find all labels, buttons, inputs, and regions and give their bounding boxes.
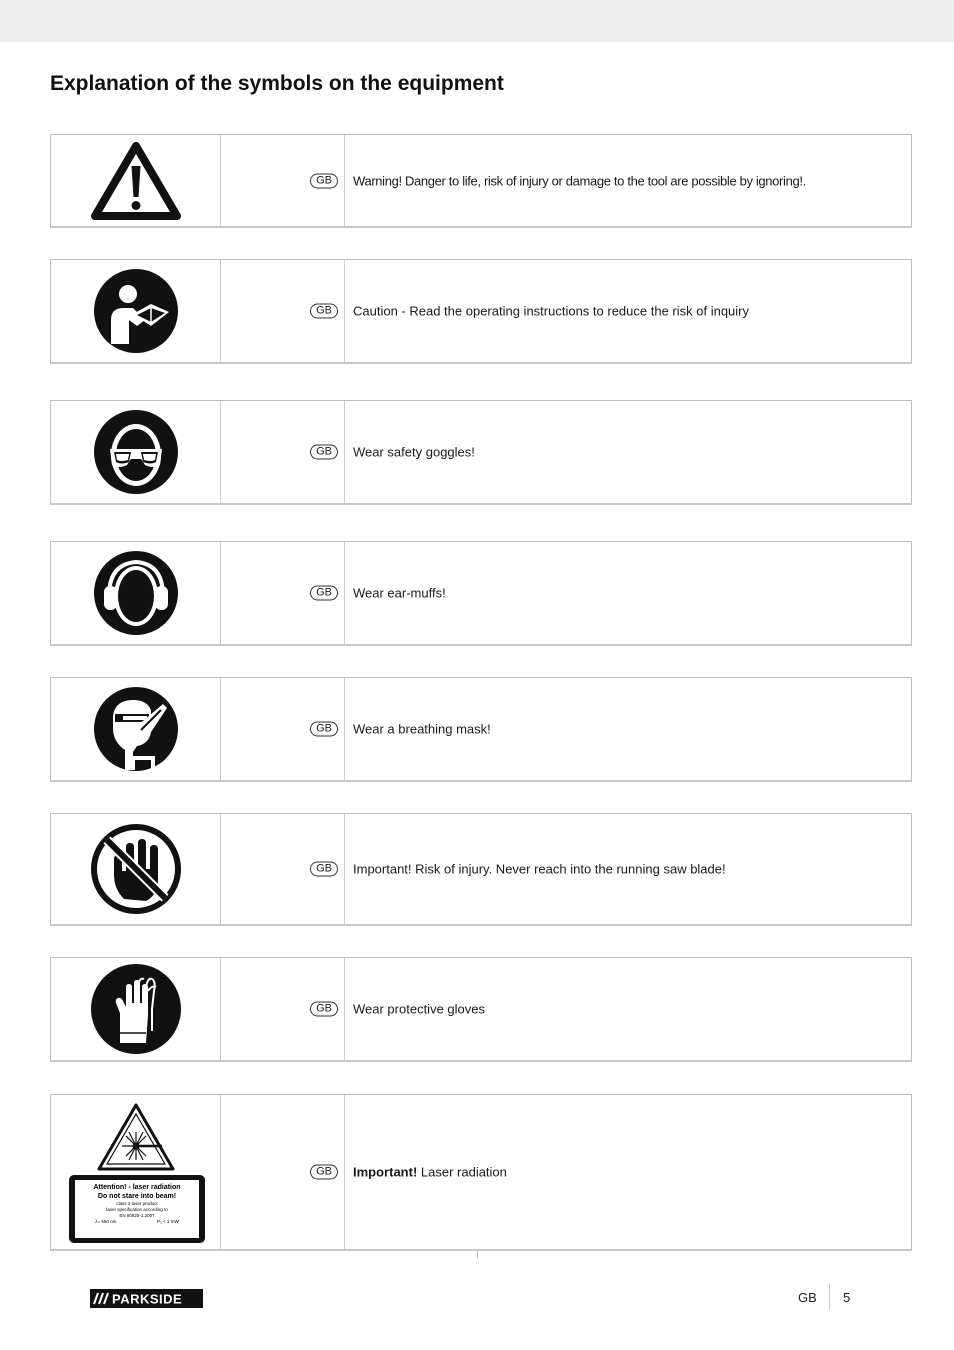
- symbol-icon-cell: [51, 958, 221, 1060]
- page-title: Explanation of the symbols on the equipment: [50, 72, 504, 95]
- breathing-mask-icon: [93, 686, 179, 772]
- symbol-description: [353, 1165, 507, 1180]
- symbol-row-goggles: [50, 400, 912, 505]
- symbol-description: Warning! Danger to life, risk of injury or damage to the tool are possible by ignoring!.: [353, 173, 806, 188]
- parkside-logo: [90, 1289, 203, 1308]
- no-hand-icon: [90, 823, 182, 915]
- read-manual-icon: [93, 268, 179, 354]
- symbol-icon-cell: [51, 401, 221, 503]
- laser-warning-icon: [96, 1102, 176, 1172]
- footer-language: GB: [798, 1290, 817, 1305]
- protective-gloves-icon: [90, 963, 182, 1055]
- laser-label-line5: EN 60825-1:2007: [119, 1213, 155, 1218]
- laser-power: P₀ < 1 mW: [156, 1219, 179, 1224]
- ear-muffs-icon: [93, 550, 179, 636]
- symbol-description-emphasis: Important!: [353, 1164, 418, 1180]
- gb-badge: GB: [310, 445, 338, 460]
- lang-badge-cell: [221, 542, 345, 644]
- gb-badge: GB: [310, 1002, 338, 1017]
- laser-label-line2: Do not stare into beam!: [97, 1193, 177, 1200]
- lang-badge-cell: [221, 678, 345, 780]
- parkside-logo-text: PARKSIDE: [112, 1291, 183, 1307]
- lang-badge-cell: [221, 1095, 345, 1249]
- symbol-text-cell: [345, 542, 911, 644]
- symbol-row-gloves: [50, 957, 912, 1062]
- symbol-icon-cell: [51, 542, 221, 644]
- top-band: [0, 0, 954, 42]
- gb-badge: GB: [310, 722, 338, 737]
- symbol-text-cell: [345, 678, 911, 780]
- symbol-icon-cell: [51, 260, 221, 362]
- gb-badge: GB: [310, 173, 338, 188]
- lang-badge-cell: [221, 401, 345, 503]
- symbol-text-cell: [345, 1095, 911, 1249]
- symbol-text-cell: [345, 260, 911, 362]
- symbol-row-read-manual: [50, 259, 912, 364]
- gb-badge: GB: [310, 1165, 338, 1180]
- laser-label-line6: [75, 1219, 199, 1225]
- gb-badge: GB: [310, 304, 338, 319]
- lang-badge-cell: [221, 135, 345, 226]
- center-tick-mark: [477, 1250, 478, 1258]
- symbol-icon-cell: [51, 814, 221, 924]
- lang-badge-cell: [221, 814, 345, 924]
- symbol-row-laser: [50, 1094, 912, 1251]
- laser-label-line1: Attention! - laser radiation: [93, 1184, 181, 1191]
- warning-triangle-icon: [91, 142, 181, 220]
- gb-badge: GB: [310, 586, 338, 601]
- symbol-description-rest: Laser radiation: [417, 1164, 507, 1180]
- symbol-description: Wear ear-muffs!: [353, 585, 446, 601]
- symbol-text-cell: [345, 135, 911, 226]
- symbol-row-breathing-mask: [50, 677, 912, 782]
- symbol-description: Important! Risk of injury. Never reach into the running saw blade!: [353, 861, 726, 877]
- laser-info-label: [69, 1175, 205, 1243]
- laser-label-line3: class 2 laser product: [116, 1201, 158, 1206]
- symbol-text-cell: [345, 958, 911, 1060]
- footer-separator: [829, 1284, 830, 1310]
- lang-badge-cell: [221, 958, 345, 1060]
- symbol-row-no-hand: [50, 813, 912, 926]
- footer-page-number: 5: [843, 1290, 851, 1305]
- safety-goggles-icon: [93, 409, 179, 495]
- symbol-text-cell: [345, 401, 911, 503]
- symbol-text-cell: [345, 814, 911, 924]
- symbol-icon-cell: [51, 678, 221, 780]
- laser-label-inner: [75, 1180, 199, 1238]
- symbol-description: Wear safety goggles!: [353, 444, 475, 460]
- symbol-icon-cell: [51, 135, 221, 226]
- symbol-description: Wear protective gloves: [353, 1001, 485, 1017]
- symbol-description: Wear a breathing mask!: [353, 721, 491, 737]
- symbol-icon-cell: [51, 1095, 221, 1249]
- symbol-row-ear-muffs: [50, 541, 912, 646]
- symbol-description: Caution - Read the operating instructions to reduce the risk of inquiry: [353, 303, 749, 319]
- laser-wavelength: λ= 650 nm: [95, 1219, 117, 1224]
- laser-label-line4: laser specification according to: [106, 1207, 168, 1212]
- symbol-row-warning: [50, 134, 912, 228]
- gb-badge: GB: [310, 862, 338, 877]
- lang-badge-cell: [221, 260, 345, 362]
